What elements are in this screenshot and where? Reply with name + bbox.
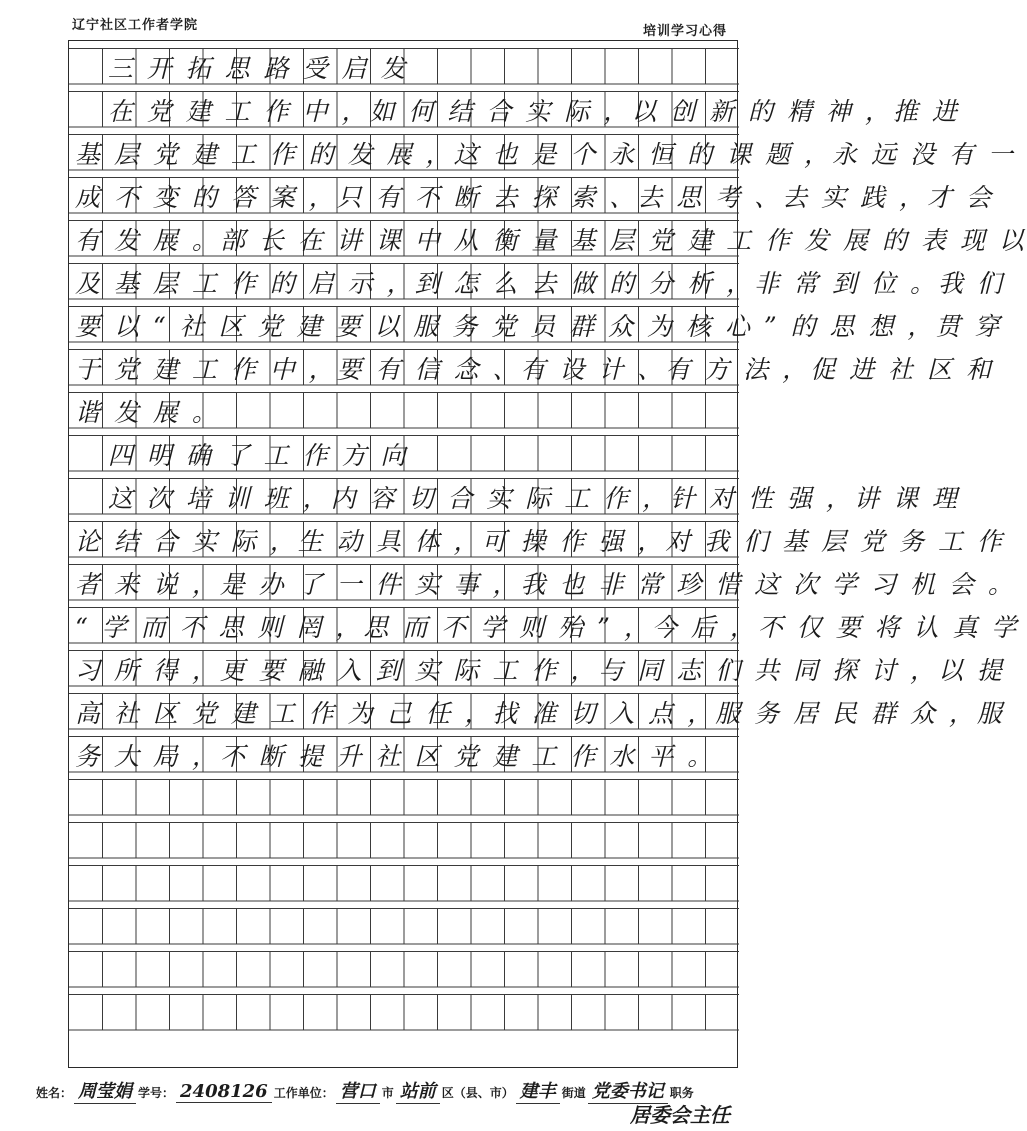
name-value: 周莹娟 [74,1077,136,1104]
city-label: 市 [381,1086,394,1100]
unit-label: 工作单位： [273,1086,334,1100]
text-line: 及 基 层 工 作 的 启 示 ，到 怎 么 去 做 的 分 析 ，非 常 到 位 。我 们 [75,268,1005,298]
text-line: 在 党 建 工 作 中 ，如 何 结 合 实 际 ，以 创 新 的 精 神 ，推 进 [75,96,960,126]
text-line: 于 党 建 工 作 中 ，要 有 信 念 、有 设 计 、有 方 法 ，促 进 社 区 和 [75,354,994,384]
name-label: 姓名： [36,1086,73,1100]
street-label: 街道 [561,1086,586,1100]
position-value: 党委书记 [588,1077,668,1104]
text-line: 习 所 得 ，更 要 融 入 到 实 际 工 作 ，与 同 志 们 共 同 探 讨 ，以 提 [75,655,1005,685]
institution-name: 辽宁社区工作者学院 [72,18,199,33]
document-type: 培训学习心得 [642,24,727,39]
text-line: 四 明 确 了 工 作 方 向 [75,440,409,470]
text-line: 务 大 局 ，不 断 提 升 社 区 党 建 工 作 水 平 。 [75,741,716,771]
district-value: 站前 [396,1077,440,1104]
text-line: 论 结 合 实 际 ，生 动 具 体 ，可 操 作 强 ，对 我 们 基 层 党 务 工 作 [75,526,1005,556]
text-line: 三 开 拓 思 路 受 启 发 [75,53,409,83]
street-value: 建丰 [516,1077,560,1104]
text-line: 基 层 党 建 工 作 的 发 展 ，这 也 是 个 永 恒 的 课 题 ，永 远 没 有 一 [75,139,1016,169]
writing-sheet [68,40,1027,1068]
text-line: 要 以 “ 社 区 党 建 要 以 服 务 党 员 群 众 为 核 心 ” 的 思 想 ，贯 穿 [75,311,1003,341]
text-line: 谐 发 展 。 [75,397,220,427]
city-value: 营口 [336,1077,380,1104]
text-line: 成 不 变 的 答 案 ，只 有 不 断 去 探 索 、去 思 考 、去 实 践 ，才 会 [75,182,994,212]
handwritten-text [69,41,1027,1067]
text-line: 高 社 区 党 建 工 作 为 己 任 ，找 准 切 入 点 ，服 务 居 民 群 众 ，服 [75,698,1005,728]
text-line: 有 发 展 。部 长 在 讲 课 中 从 衡 量 基 层 党 建 工 作 发 展 的 表 现 以 [75,225,1027,255]
text-line: “ 学 而 不 思 则 罔 ，思 而 不 学 则 殆 ” ，今 后 ，不 仅 要 将 认 真 学 [75,612,1020,642]
id-value: 2408126 [176,1081,272,1103]
text-line: 这 次 培 训 班 ，内 容 切 合 实 际 工 作 ，针 对 性 强 ，讲 课 理 [75,483,960,513]
position-value-2: 居委会主任 [630,1103,730,1127]
text-line: 者 来 说 ，是 办 了 一 件 实 事 ，我 也 非 常 珍 惜 这 次 学 习 机 会 。 [75,569,1016,599]
district-label: 区（县、市） [441,1086,514,1100]
position-label: 职务 [669,1086,694,1100]
id-label: 学号： [138,1086,175,1100]
